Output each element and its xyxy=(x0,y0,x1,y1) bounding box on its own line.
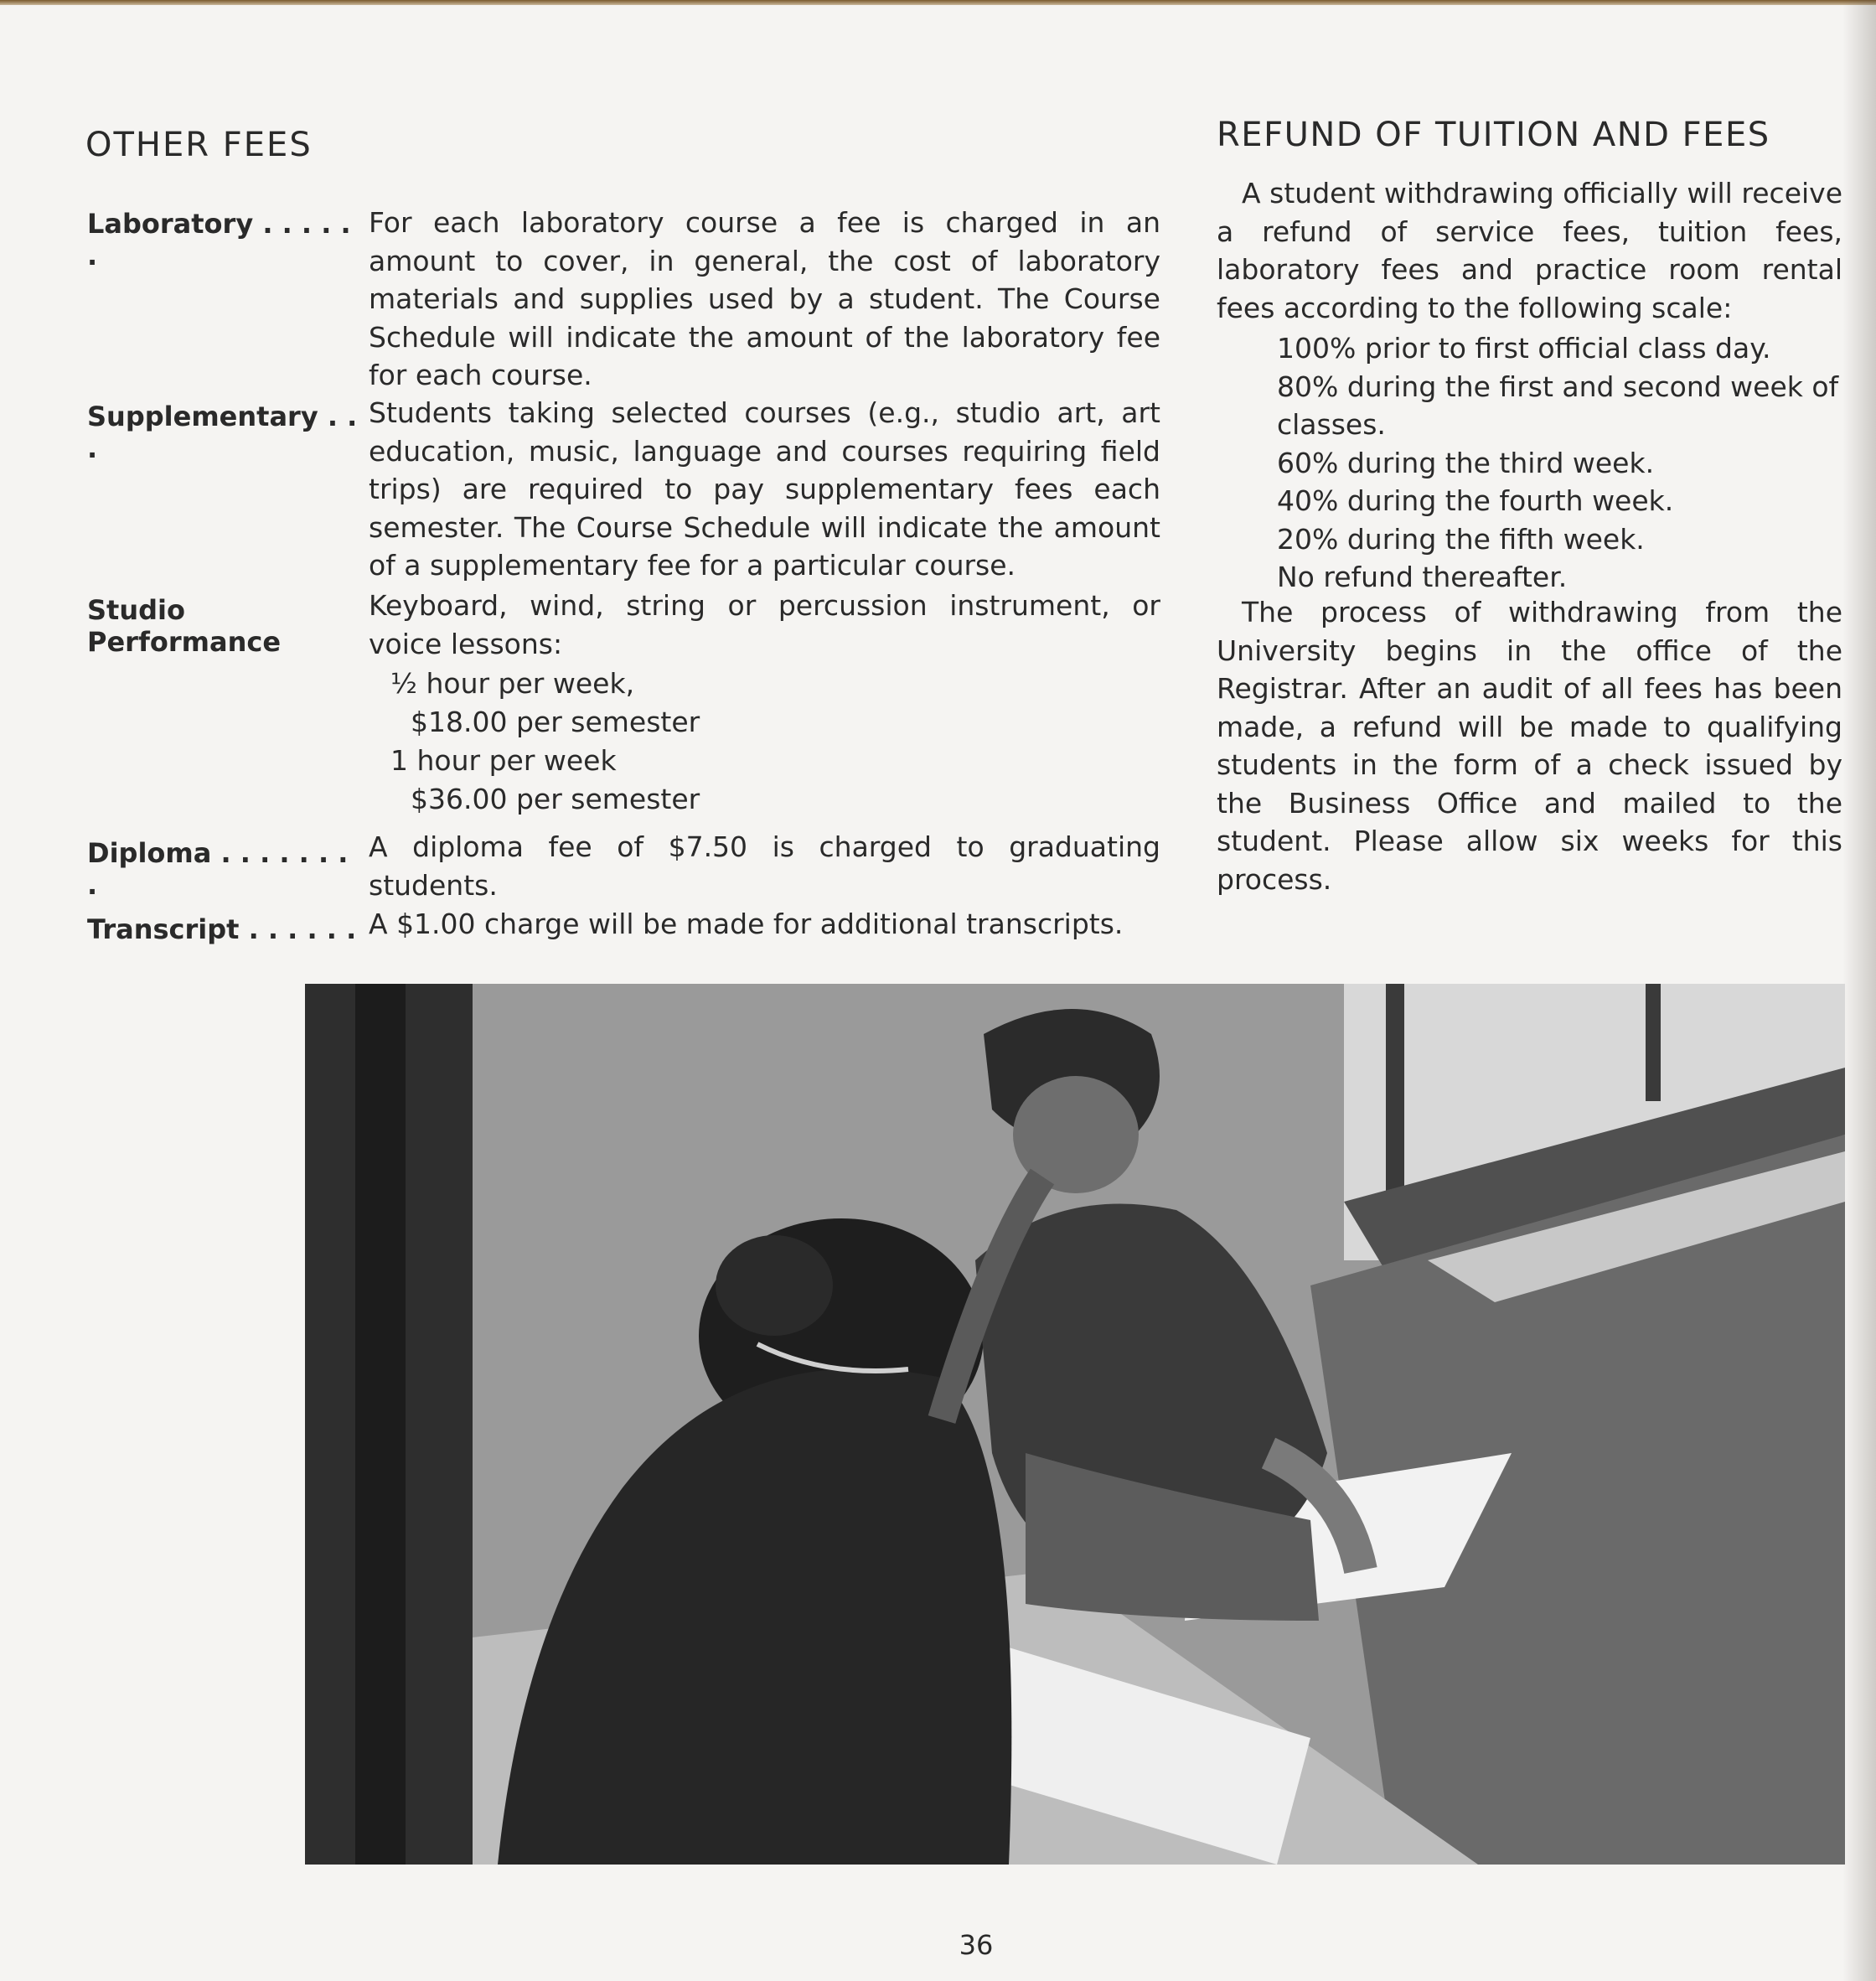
refund-scale-list xyxy=(1277,329,1847,597)
studio-option-one-hour-price xyxy=(411,780,700,818)
fee-desc-supplementary: Students taking selected courses (e.g., studio art, art education, music, language and courses requiring field trips) are required to pay supplementary fees each semester. The Course Schedule will indicate the amount of a supplementary fee for a particular course. xyxy=(369,396,1160,582)
studio-option-one-hour: 1 hour per week xyxy=(390,744,617,777)
refund-scale-item: 60% during the third week. xyxy=(1277,446,1655,479)
price-unit: per semester xyxy=(515,706,700,738)
students-studying-photo xyxy=(305,984,1845,1865)
fee-desc-laboratory: For each laboratory course a fee is charged in an amount to cover, in general, the cost of laboratory materials and supplies used by a student. The Course Schedule will indicate the amount of the laboratory fee for each course. xyxy=(369,206,1160,391)
refund-scale-item: 100% prior to first official class day. xyxy=(1277,332,1771,365)
fee-term-diploma: Diploma . . . . . . . . xyxy=(87,837,349,901)
refund-scale-item: 40% during the fourth week. xyxy=(1277,484,1674,517)
photo-illustration xyxy=(305,984,1845,1865)
refund-intro: A student withdrawing officially will receive a refund of service fees, tuition fees, laboratory fees and practice room rental fees according to the following scale: xyxy=(1217,177,1842,324)
price-value: $36.00 xyxy=(411,783,508,815)
refund-scale-item: No refund thereafter. xyxy=(1277,561,1568,593)
price-unit: per semester xyxy=(515,783,700,815)
fee-desc-studio-performance: Keyboard, wind, string or percussion instrument, or voice lessons: xyxy=(369,589,1160,660)
refund-heading: REFUND OF TUITION AND FEES xyxy=(1217,116,1770,154)
page-binding-shadow xyxy=(1842,0,1876,1981)
fee-term-transcript: Transcript . . . . . . xyxy=(87,913,357,945)
refund-scale-item: 80% during the first and second week of classes. xyxy=(1277,370,1839,441)
price-value: $18.00 xyxy=(411,706,508,738)
fee-desc-transcript: A $1.00 charge will be made for additional transcripts. xyxy=(369,908,1124,940)
page-number: 36 xyxy=(959,1929,994,1961)
refund-process: The process of withdrawing from the University begins in the office of the Registrar. After an audit of all fees has been made, a refund will be made to qualifying students in the form of a check issued by the Business Office and mailed to the student. Please allow six weeks for this process. xyxy=(1217,596,1842,896)
studio-option-half-hour: ½ hour per week, xyxy=(390,667,635,700)
fee-term-laboratory: Laboratory . . . . . . xyxy=(87,208,351,272)
fee-desc-diploma: A diploma fee of $7.50 is charged to graduating students. xyxy=(369,830,1160,902)
fee-term-supplementary: Supplementary . . . xyxy=(87,401,358,464)
page-top-edge xyxy=(0,0,1876,5)
studio-option-half-hour-price xyxy=(411,703,700,741)
refund-scale-item: 20% during the fifth week. xyxy=(1277,522,1645,556)
other-fees-heading: OTHER FEES xyxy=(85,126,313,164)
fee-term-studio-performance: Studio Performance xyxy=(87,594,282,658)
